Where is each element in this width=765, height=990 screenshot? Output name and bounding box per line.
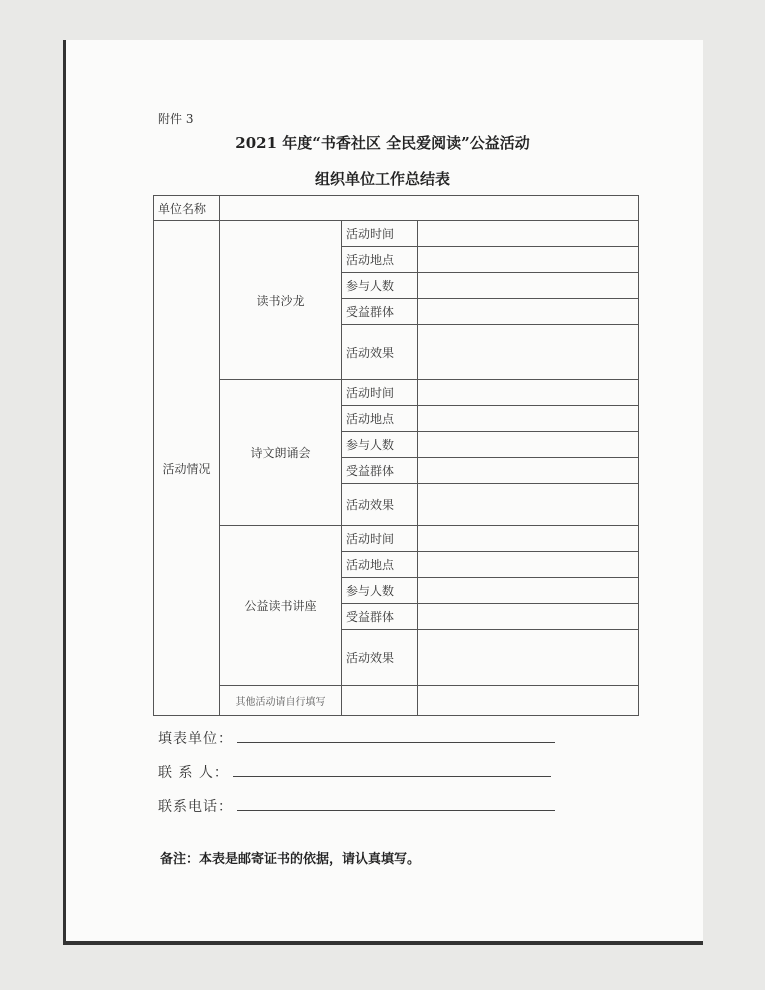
other-activity-row [154,686,639,716]
document-title: 2021 年度“书香社区 全民爱阅读”公益活动 [235,134,530,152]
activity-label: 活动情况 [154,221,220,716]
field-input[interactable] [418,273,639,299]
field-input[interactable] [418,221,639,247]
field-label: 参与人数 [342,578,418,604]
field-input[interactable] [418,406,639,432]
field-input[interactable] [418,578,639,604]
unit-name-row [154,196,639,221]
field-input[interactable] [418,458,639,484]
contact-person-line [158,762,551,782]
group-name: 读书沙龙 [220,221,342,380]
other-activity-value-input[interactable] [418,686,639,716]
footnote: 备注：本表是邮寄证书的依据，请认真填写。 [160,852,421,867]
field-label: 活动效果 [342,484,418,526]
other-activity-field-input[interactable] [342,686,418,716]
field-label: 受益群体 [342,299,418,325]
field-input[interactable] [418,432,639,458]
field-label: 活动效果 [342,325,418,380]
contact-phone-line [158,796,555,816]
group-name: 公益读书讲座 [220,526,342,686]
group-name: 诗文朗诵会 [220,380,342,526]
field-label: 活动时间 [342,526,418,552]
field-label: 活动时间 [342,380,418,406]
field-input[interactable] [418,325,639,380]
fill-unit-line [158,728,555,748]
contact-person-input[interactable] [233,764,551,777]
field-label: 受益群体 [342,604,418,630]
fill-unit-label: 填表单位： [158,731,233,747]
unit-name-label: 单位名称 [154,196,220,221]
field-input[interactable] [418,552,639,578]
field-input[interactable] [418,484,639,526]
field-label: 活动效果 [342,630,418,686]
fill-unit-input[interactable] [237,730,555,743]
field-label: 活动地点 [342,406,418,432]
other-activity-label: 其他活动请自行填写 [220,686,342,716]
field-input[interactable] [418,247,639,273]
field-label: 参与人数 [342,432,418,458]
field-input[interactable] [418,604,639,630]
field-input[interactable] [418,299,639,325]
field-label: 活动地点 [342,247,418,273]
table-row [154,380,639,406]
contact-phone-label: 联系电话： [158,799,233,815]
attachment-label: 附件 3 [158,112,194,126]
contact-person-label: 联 系 人： [158,765,229,781]
unit-name-input[interactable] [220,196,639,221]
field-input[interactable] [418,526,639,552]
summary-form-table [153,195,639,716]
document-subtitle: 组织单位工作总结表 [314,170,450,188]
field-label: 活动时间 [342,221,418,247]
field-input[interactable] [418,380,639,406]
table-row [154,221,639,247]
field-label: 受益群体 [342,458,418,484]
field-label: 活动地点 [342,552,418,578]
field-label: 参与人数 [342,273,418,299]
table-row [154,526,639,552]
field-input[interactable] [418,630,639,686]
contact-phone-input[interactable] [237,798,555,811]
